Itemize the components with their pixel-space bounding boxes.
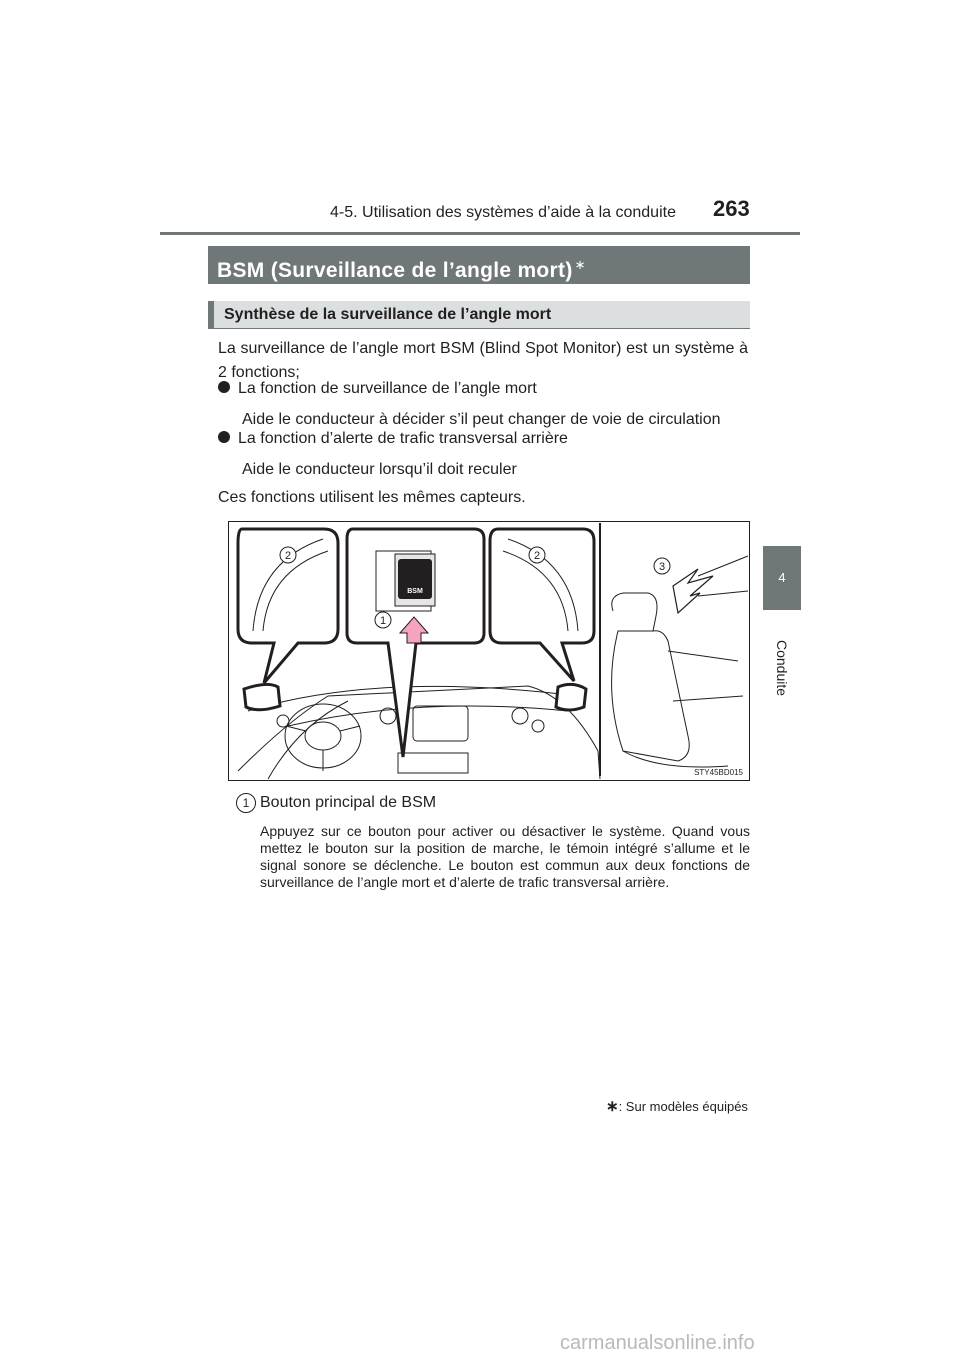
chapter-label <box>768 640 796 720</box>
chapter-tab: 4 <box>763 546 801 610</box>
watermark: carmanualsonline.info <box>560 1332 755 1354</box>
bullet-detail: Aide le conducteur lorsqu’il doit reculer <box>242 461 517 478</box>
running-head: 4-5. Utilisation des systèmes d’aide à la conduite <box>330 204 676 221</box>
legend-description: Appuyez sur ce bouton pour activer ou désactiver le système. Quand vous mettez le bouton sur la position de marche, le témoin intégré s’allume et le signal sonore se déclenche. Le bouton est commun aux deux fonctions de surveillance de l’angle mort et d’alerte de trafic transversal arrière. <box>260 823 750 890</box>
closing-sentence: Ces fonctions utilisent les mêmes capteurs. <box>218 489 526 506</box>
header-rule <box>160 232 800 235</box>
bsm-button-label: BSM <box>407 588 423 595</box>
intro-paragraph: La surveillance de l’angle mort BSM (Blind Spot Monitor) est un système à 2 fonctions; <box>218 340 748 381</box>
callout-1: 1 <box>379 615 387 627</box>
footnote-mark: ∗ <box>606 1098 619 1115</box>
callout-2: 2 <box>284 550 292 562</box>
callout-3: 3 <box>658 561 666 573</box>
subsection-title: Synthèse de la surveillance de l’angle mort <box>208 301 750 329</box>
section-title-mark: ∗ <box>574 257 586 272</box>
legend-number: 1 <box>236 793 256 813</box>
section-title-text: BSM (Surveillance de l’angle mort) <box>217 259 573 282</box>
bullet-detail: Aide le conducteur à décider s’il peut changer de voie de circulation <box>242 411 721 428</box>
figure-code: STY45BD015 <box>694 768 743 777</box>
legend-title: Bouton principal de BSM <box>260 794 437 811</box>
section-title <box>208 246 750 284</box>
bullet-title: La fonction d’alerte de trafic transversal arrière <box>238 430 568 447</box>
page-number: 263 <box>713 196 750 221</box>
bullet-title: La fonction de surveillance de l’angle mort <box>238 380 537 397</box>
footnote <box>606 1097 748 1115</box>
bsm-illustration <box>228 521 750 781</box>
footnote-text: : Sur modèles équipés <box>618 1099 748 1114</box>
callout-2: 2 <box>533 550 541 562</box>
chapter-label-text: Conduite <box>774 640 790 697</box>
bullet-dot-icon <box>218 431 230 443</box>
bullet-dot-icon <box>218 381 230 393</box>
bullet-item <box>218 430 568 448</box>
bullet-item <box>218 380 537 398</box>
